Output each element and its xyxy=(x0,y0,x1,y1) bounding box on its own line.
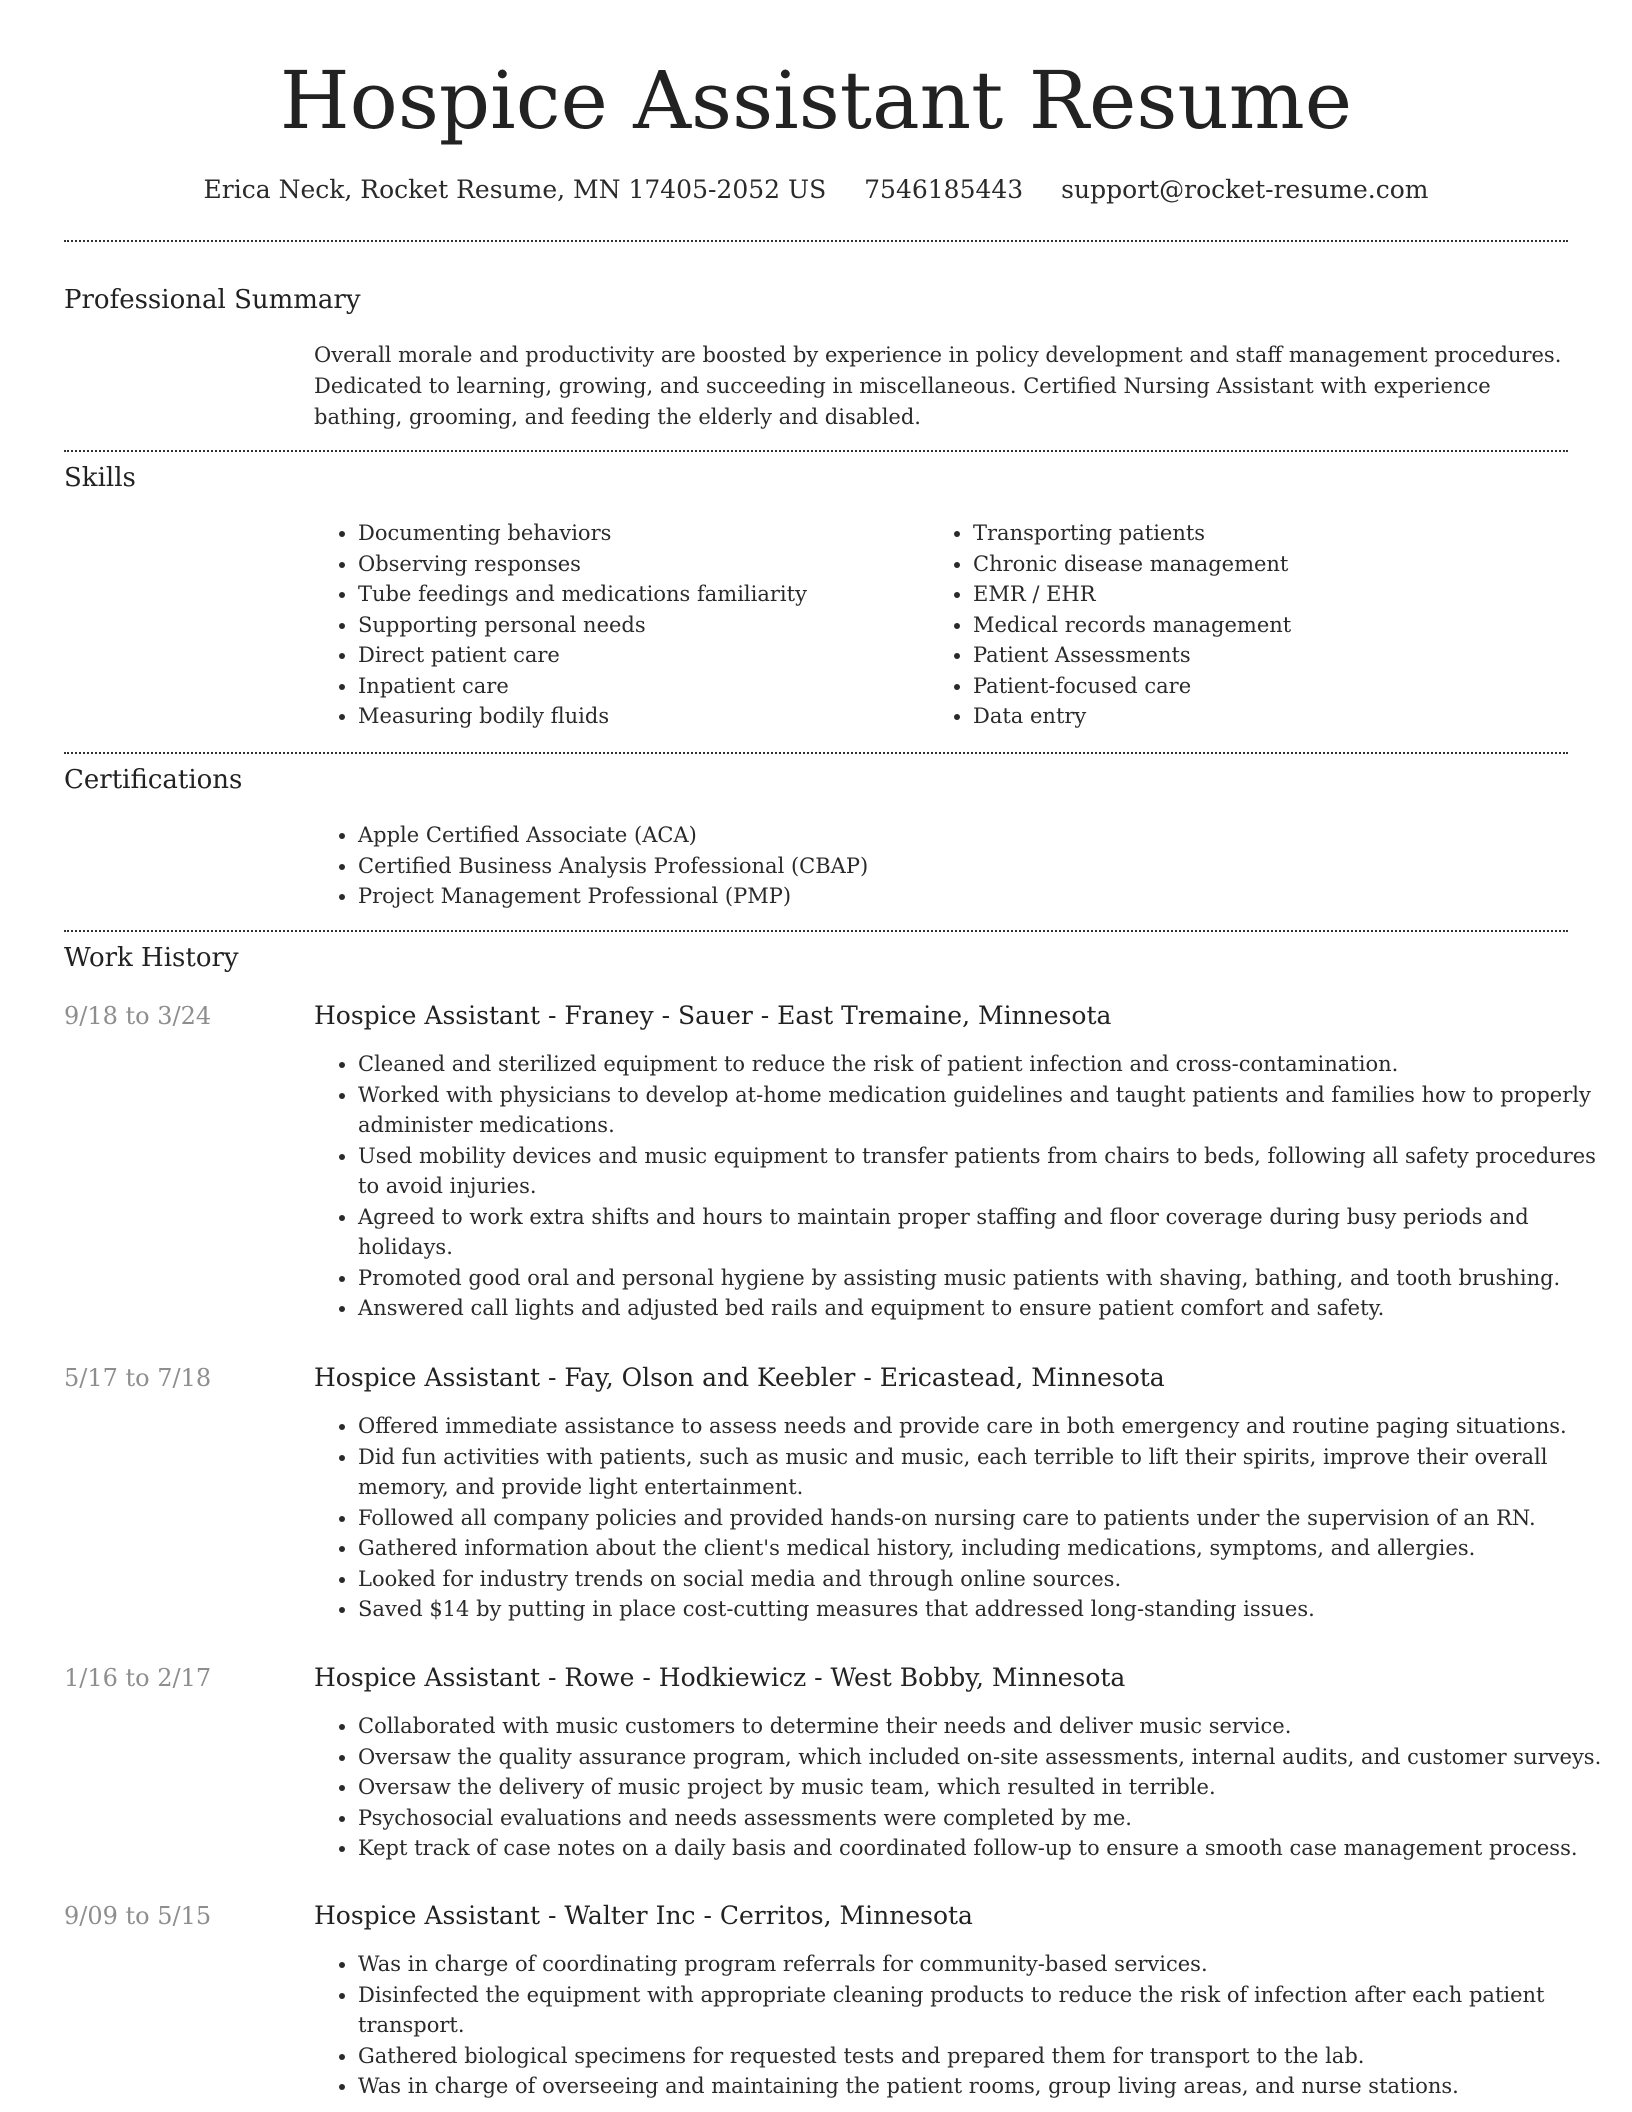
skills-list-right xyxy=(929,518,1553,732)
contact-email: support@rocket-resume.com xyxy=(1061,175,1429,204)
job-dates: 1/16 to 2/17 xyxy=(64,1664,212,1692)
job-bullets xyxy=(314,1949,1608,2102)
job-bullet: • Collaborated with music customers to determine their needs and deliver music service. xyxy=(358,1711,1608,1742)
certification-item: • Certified Business Analysis Professional (CBAP) xyxy=(358,851,1608,882)
job-bullet: • Did fun activities with patients, such as music and music, each terrible to lift their spirits, improve their overall memory, and provide light entertainment. xyxy=(358,1442,1608,1503)
job-title: Hospice Assistant - Walter Inc - Cerritos, Minnesota xyxy=(314,1901,973,1930)
certifications-heading: Certifications xyxy=(64,765,243,795)
job-bullet: • Looked for industry trends on social media and through online sources. xyxy=(358,1564,1608,1595)
job-bullet: • Oversaw the delivery of music project by music team, which resulted in terrible. xyxy=(358,1772,1608,1803)
job-bullet: • Oversaw the quality assurance program, which included on-site assessments, internal audits, and customer surveys. xyxy=(358,1742,1608,1773)
certification-item: • Project Management Professional (PMP) xyxy=(358,881,1608,912)
skill-item: • Tube feedings and medications familiarity xyxy=(358,579,938,610)
job-bullet: • Followed all company policies and provided hands-on nursing care to patients under the supervision of an RN. xyxy=(358,1503,1608,1534)
job-bullet: • Saved $14 by putting in place cost-cutting measures that addressed long-standing issues. xyxy=(358,1594,1608,1625)
job-bullet: • Disinfected the equipment with appropriate cleaning products to reduce the risk of infection after each patient transport. xyxy=(358,1980,1608,2041)
skill-item: • Documenting behaviors xyxy=(358,518,938,549)
skills-list-left xyxy=(314,518,938,732)
section-divider xyxy=(64,930,1568,932)
section-divider xyxy=(64,240,1568,242)
job-bullets xyxy=(314,1711,1608,1864)
job-dates: 9/09 to 5/15 xyxy=(64,1902,212,1930)
job-bullet: • Psychosocial evaluations and needs assessments were completed by me. xyxy=(358,1803,1608,1834)
summary-heading: Professional Summary xyxy=(64,285,361,315)
job-bullet: • Kept track of case notes on a daily basis and coordinated follow-up to ensure a smooth case management process. xyxy=(358,1833,1608,1864)
job-title: Hospice Assistant - Fay, Olson and Keebler - Ericastead, Minnesota xyxy=(314,1363,1165,1392)
job-bullet: • Answered call lights and adjusted bed rails and equipment to ensure patient comfort and safety. xyxy=(358,1293,1608,1324)
job-bullet: • Gathered biological specimens for requested tests and prepared them for transport to the lab. xyxy=(358,2041,1608,2072)
job-bullets xyxy=(314,1411,1608,1625)
skill-item: • Chronic disease management xyxy=(973,549,1553,580)
skill-item: • Transporting patients xyxy=(973,518,1553,549)
work-history-heading: Work History xyxy=(64,943,239,973)
job-bullet: • Used mobility devices and music equipment to transfer patients from chairs to beds, following all safety procedures to avoid injuries. xyxy=(358,1141,1608,1202)
skills-heading: Skills xyxy=(64,463,136,493)
skill-item: • Medical records management xyxy=(973,610,1553,641)
skill-item: • EMR / EHR xyxy=(973,579,1553,610)
job-title: Hospice Assistant - Franey - Sauer - East Tremaine, Minnesota xyxy=(314,1001,1112,1030)
job-bullet: • Gathered information about the client's medical history, including medications, symptoms, and allergies. xyxy=(358,1533,1608,1564)
job-bullet: • Offered immediate assistance to assess needs and provide care in both emergency and routine paging situations. xyxy=(358,1411,1608,1442)
job-dates: 5/17 to 7/18 xyxy=(64,1364,212,1392)
job-title: Hospice Assistant - Rowe - Hodkiewicz - West Bobby, Minnesota xyxy=(314,1663,1126,1692)
job-bullet: • Promoted good oral and personal hygiene by assisting music patients with shaving, bathing, and tooth brushing. xyxy=(358,1263,1608,1294)
job-bullet: • Worked with physicians to develop at-home medication guidelines and taught patients and families how to properly administer medications. xyxy=(358,1080,1608,1141)
skill-item: • Patient Assessments xyxy=(973,640,1553,671)
job-bullet: • Was in charge of overseeing and maintaining the patient rooms, group living areas, and nurse stations. xyxy=(358,2071,1608,2102)
skill-item: • Measuring bodily fluids xyxy=(358,701,938,732)
skill-item: • Inpatient care xyxy=(358,671,938,702)
contact-phone: 7546185443 xyxy=(864,175,1024,204)
section-divider xyxy=(64,450,1568,452)
skill-item: • Supporting personal needs xyxy=(358,610,938,641)
section-divider xyxy=(64,752,1568,754)
contact-line xyxy=(0,170,1632,210)
job-dates: 9/18 to 3/24 xyxy=(64,1002,212,1030)
skill-item: • Patient-focused care xyxy=(973,671,1553,702)
skill-item: • Observing responses xyxy=(358,549,938,580)
summary-text: Overall morale and productivity are boosted by experience in policy development and staff management procedures. Dedicated to learning, growing, and succeeding in miscellaneous. Certified Nursing Assistant with experience bathing, grooming, and feeding the elderly and disabled. xyxy=(314,343,1562,429)
job-bullet: • Was in charge of coordinating program referrals for community-based services. xyxy=(358,1949,1608,1980)
job-bullets xyxy=(314,1049,1608,1324)
skill-item: • Data entry xyxy=(973,701,1553,732)
certifications-list xyxy=(314,820,1608,912)
contact-address: Erica Neck, Rocket Resume, MN 17405-2052 US xyxy=(203,175,827,204)
job-bullet: • Agreed to work extra shifts and hours to maintain proper staffing and floor coverage during busy periods and holidays. xyxy=(358,1202,1608,1263)
certification-item: • Apple Certified Associate (ACA) xyxy=(358,820,1608,851)
resume-title: Hospice Assistant Resume xyxy=(279,54,1353,147)
job-bullet: • Cleaned and sterilized equipment to reduce the risk of patient infection and cross-contamination. xyxy=(358,1049,1608,1080)
skill-item: • Direct patient care xyxy=(358,640,938,671)
